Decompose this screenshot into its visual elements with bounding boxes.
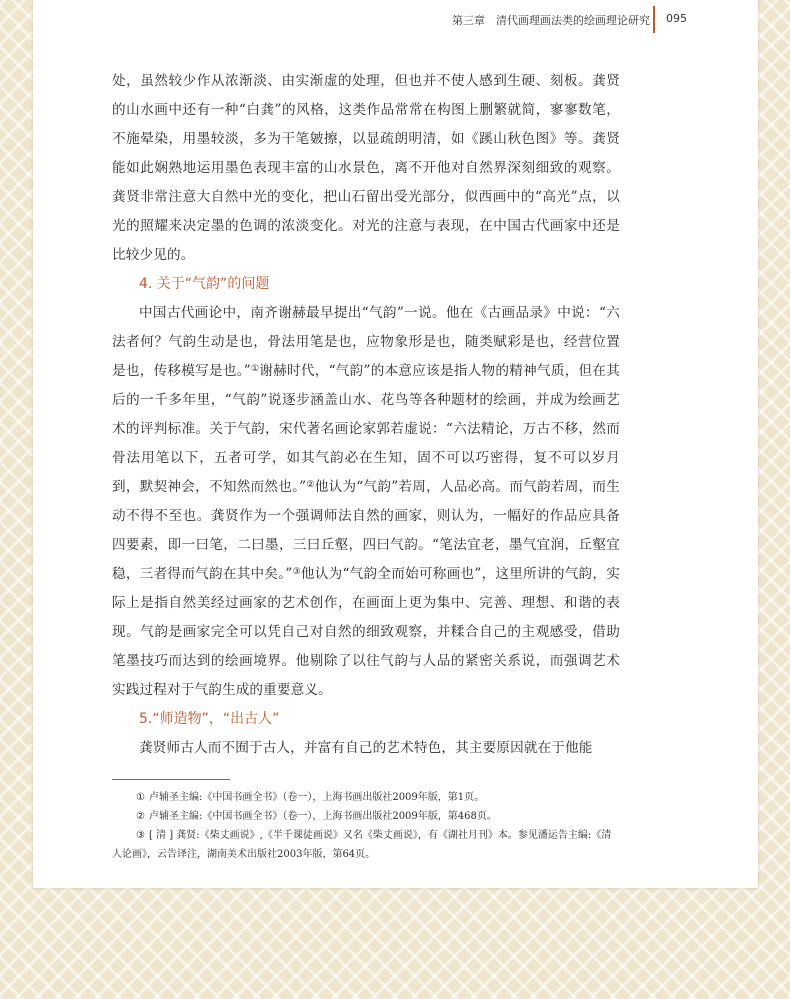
text-run: 他认为“气韵全而始可称画也”，这里所讲的气韵，实际上是指自然美经过画家的艺术创作，在画面上更为集中、完善、理想、和谐的表现。气韵是画家完全可以凭自己对自然的细致观察，并糅合自己的主观感受，借助笔墨技巧而达到的绘画境界。他剔除了以往气韵与人品的紧密关系说，而强调艺术实践过程对于气韵生成的重要意义。	[112, 566, 621, 698]
footnote-mark: ③	[136, 830, 145, 841]
text-run: 处，虽然较少作从浓渐淡、由实渐虚的处理，但也并不使人感到生硬、刻板。龚贤的山水画中还有一种“白龚”的风格，这类作品常常在构图上删繁就简，寥寥数笔，不施晕染，用墨较淡，多为干笔皴擦，以显疏朗明清，如《蹊山秋色图》等。龚贤能如此娴熟地运用墨色表现丰富的山水景色，离不开他对自然界深刻细致的观察。龚贤非常注意大自然中光的变化，把山石留出受光部分，似西画中的“高光”点，以光的照耀来决定墨的色调的浓淡变化。对光的注意与表现，在中国古代画家中还是比较少见的。	[112, 73, 620, 263]
footnote-reference[interactable]: ③	[292, 567, 301, 577]
page-number: 095	[666, 12, 687, 25]
footnote-reference[interactable]: ②	[306, 480, 315, 490]
footnote-divider	[112, 779, 230, 780]
footnote-text: [ 清 ] 龚贤:《柴丈画说》,《半千课徒画说》又名《柴丈画说》，有《湖社月刊》本。参见潘运告主编:《清人论画》，云告译注，湖南美术出版社2003年版，第64页。	[112, 830, 612, 860]
footnote	[112, 826, 620, 864]
body-paragraph	[112, 67, 620, 270]
text-run: 中国古代画论中，南齐谢赫最早提出“气韵”一说。他在《古画品录》中说：“六法者何？气韵生动是也，骨法用笔是也，应物象形是也，随类赋彩是也，经营位置是也，传移模写是也。”	[112, 305, 620, 379]
footnote	[112, 788, 620, 807]
body-paragraph	[112, 734, 620, 763]
section-heading: 4. 关于“气韵”的问题	[139, 276, 270, 292]
footnotes	[112, 788, 620, 864]
footnote-mark: ②	[136, 811, 145, 822]
footnote-mark: ①	[136, 792, 145, 803]
header-divider	[653, 6, 655, 33]
footnote-text: 卢辅圣主编:《中国书画全书》（卷一），上海书画出版社2009年版，第468页。	[148, 811, 497, 822]
text-run: 龚贤师古人而不囿于古人，并富有自己的艺术特色，其主要原因就在于他能	[139, 740, 593, 756]
body-text	[112, 67, 620, 763]
text-run: 谢赫时代，“气韵”的本意应该是指人物的精神气质，但在其后的一千多年里，“气韵”说逐步涵盖山水、花鸟等各种题材的绘画，并成为绘画艺术的评判标准。关于气韵，宋代著名画论家郭若虚说：“六法精论，万古不移，然而骨法用笔以下，五者可学，如其气韵必在生知，固不可以巧密得，复不可以岁月到，默契神会，不知然而然也。”	[112, 363, 621, 495]
body-paragraph	[112, 299, 620, 705]
running-head: 第三章 清代画理画法类的绘画理论研究	[452, 14, 650, 27]
footnote-reference[interactable]: ①	[250, 364, 260, 374]
section-heading: 5.“师造物”，“出古人”	[139, 711, 280, 727]
footnote	[112, 807, 620, 826]
footnote-text: 卢辅圣主编:《中国书画全书》（卷一），上海书画出版社2009年版，第1页。	[148, 792, 485, 803]
text-run: 他认为“气韵”若周，人品必高。而气韵若周，而生动不得不至也。龚贤作为一个强调师法自然的画家，则认为，一幅好的作品应具备四要素，即一曰笔，二曰墨，三曰丘壑，四曰气韵。“笔法宜老，墨气宜润，丘壑宜稳，三者得而气韵在其中矣。”	[112, 479, 621, 582]
